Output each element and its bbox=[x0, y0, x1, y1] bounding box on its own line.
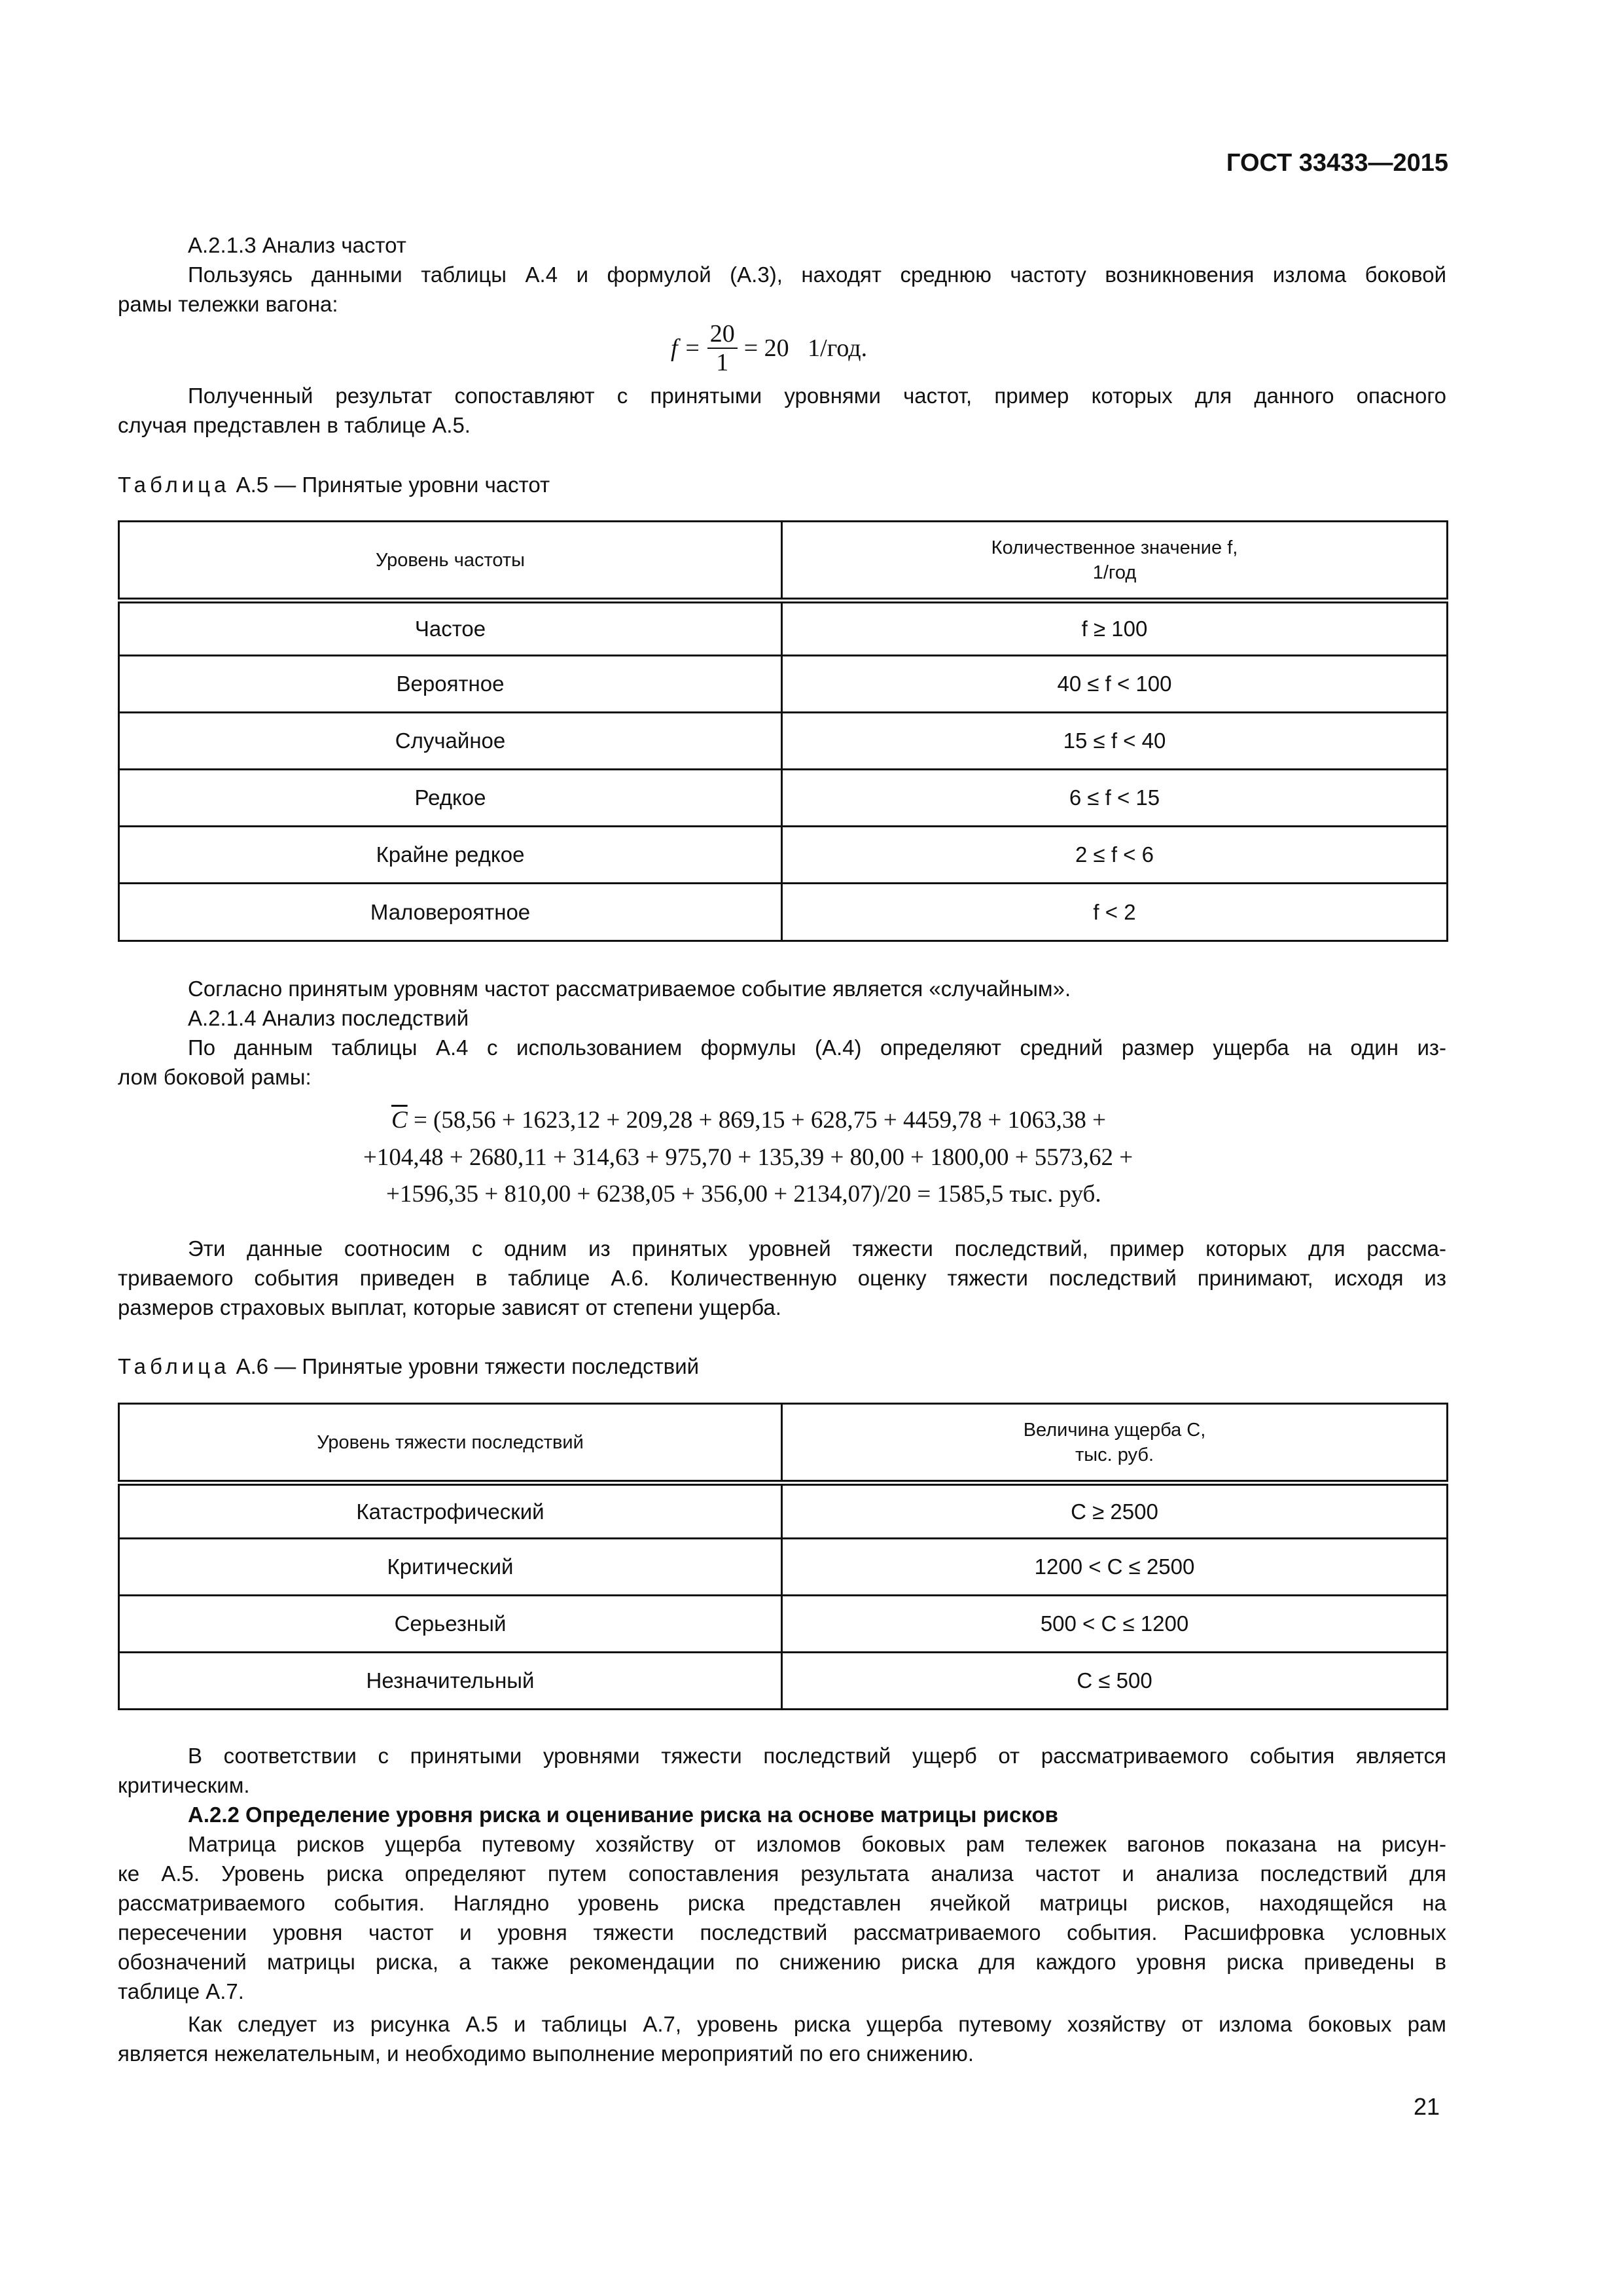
caption-text: А.5 — Принятые уровни частот bbox=[236, 473, 550, 497]
document-number: ГОСТ 33433—2015 bbox=[1226, 149, 1448, 177]
column-header bbox=[782, 1404, 1448, 1483]
table-row bbox=[119, 656, 1448, 713]
header-line: тыс. руб. bbox=[1075, 1444, 1154, 1465]
table-row bbox=[119, 1653, 1448, 1710]
paragraph-line: рамы тележки вагона: bbox=[118, 292, 338, 316]
formula-lhs: f = bbox=[671, 334, 701, 362]
level-cell: Частое bbox=[119, 601, 782, 656]
paragraph-line: рассматриваемого события. Наглядно уровень риска представлен ячейкой матрицы рисков, находящейся на bbox=[118, 1891, 1446, 1915]
header-line: Величина ущерба C, bbox=[1023, 1419, 1206, 1441]
fraction-denominator: 1 bbox=[716, 349, 729, 376]
paragraph-line: Пользуясь данными таблицы А.4 и формулой (А.3), находят среднюю частоту возникновения излома боковой bbox=[188, 262, 1446, 287]
header-line: 1/год bbox=[1092, 562, 1137, 583]
table-a5 bbox=[118, 520, 1448, 942]
section-title-a213: А.2.1.3 Анализ частот bbox=[188, 233, 406, 257]
table-header-row bbox=[119, 522, 1448, 601]
level-cell: Незначительный bbox=[119, 1653, 782, 1710]
value-cell: C ≥ 2500 bbox=[782, 1483, 1448, 1539]
damage-formula-line3: +1596,35 + 810,00 + 6238,05 + 356,00 + 2134,07)/20 = 1585,5 тыс. руб. bbox=[386, 1181, 1101, 1208]
paragraph-line: Полученный результат сопоставляют с принятыми уровнями частот, пример которых для данного опасного bbox=[188, 384, 1446, 408]
section-title-a214: А.2.1.4 Анализ последствий bbox=[188, 1006, 469, 1030]
paragraph-line: лом боковой рамы: bbox=[118, 1065, 312, 1089]
paragraph-line: Эти данные соотносим с одним из принятых уровней тяжести последствий, пример которых для рассма- bbox=[188, 1236, 1446, 1261]
header-line: Количественное значение f, bbox=[991, 537, 1238, 558]
table-row bbox=[119, 770, 1448, 827]
level-cell: Катастрофический bbox=[119, 1483, 782, 1539]
paragraph-line: Согласно принятым уровням частот рассматриваемое событие является «случайным». bbox=[188, 977, 1071, 1001]
level-cell: Серьезный bbox=[119, 1596, 782, 1653]
table-row bbox=[119, 1596, 1448, 1653]
damage-formula-line2: +104,48 + 2680,11 + 314,63 + 975,70 + 135,39 + 80,00 + 1800,00 + 5573,62 + bbox=[363, 1144, 1133, 1171]
caption-text: А.6 — Принятые уровни тяжести последствий bbox=[236, 1354, 700, 1378]
paragraph-line: В соответствии с принятыми уровнями тяжести последствий ущерб от рассматриваемого события является bbox=[188, 1744, 1446, 1768]
level-cell: Критический bbox=[119, 1539, 782, 1596]
column-header: Уровень тяжести последствий bbox=[119, 1404, 782, 1483]
table-row bbox=[119, 1483, 1448, 1539]
paragraph-line: обозначений матрицы риска, а также рекомендации по снижению риска для каждого уровня риска приведены в bbox=[118, 1950, 1446, 1974]
section-title-a22: А.2.2 Определение уровня риска и оценивание риска на основе матрицы рисков bbox=[188, 1803, 1058, 1827]
column-header: Уровень частоты bbox=[119, 522, 782, 601]
paragraph-line: критическим. bbox=[118, 1773, 250, 1797]
paragraph-line: размеров страховых выплат, которые зависят от степени ущерба. bbox=[118, 1295, 781, 1319]
value-cell: f ≥ 100 bbox=[782, 601, 1448, 656]
paragraph-line: Матрица рисков ущерба путевому хозяйству от изломов боковых рам тележек вагонов показана на рисун- bbox=[188, 1832, 1446, 1856]
paragraph-line: Как следует из рисунка А.5 и таблицы А.7, уровень риска ущерба путевому хозяйству от излома боковых рам bbox=[188, 2012, 1446, 2036]
table-caption-a6 bbox=[118, 1352, 699, 1381]
value-cell: f < 2 bbox=[782, 884, 1448, 941]
damage-formula-line1 bbox=[391, 1106, 1106, 1134]
fraction-numerator: 20 bbox=[707, 320, 738, 349]
level-cell: Редкое bbox=[119, 770, 782, 827]
paragraph-line: случая представлен в таблице А.5. bbox=[118, 413, 471, 437]
paragraph-line: ке А.5. Уровень риска определяют путем сопоставления результата анализа частот и анализа последствий для bbox=[118, 1861, 1446, 1886]
value-cell: 500 < C ≤ 1200 bbox=[782, 1596, 1448, 1653]
formula-fraction bbox=[707, 320, 738, 376]
column-header bbox=[782, 522, 1448, 601]
level-cell: Вероятное bbox=[119, 656, 782, 713]
level-cell: Маловероятное bbox=[119, 884, 782, 941]
table-row bbox=[119, 1539, 1448, 1596]
table-row bbox=[119, 601, 1448, 656]
formula-c-bar: $\overline{C}$ bbox=[391, 1107, 408, 1134]
formula-text: = (58,56 + 1623,12 + 209,28 + 869,15 + 628,75 + 4459,78 + 1063,38 + bbox=[413, 1107, 1106, 1134]
level-cell: Крайне редкое bbox=[119, 827, 782, 884]
paragraph-line: является нежелательным, и необходимо выполнение мероприятий по его снижению. bbox=[118, 2041, 974, 2066]
value-cell: C ≤ 500 bbox=[782, 1653, 1448, 1710]
value-cell: 40 ≤ f < 100 bbox=[782, 656, 1448, 713]
level-cell: Случайное bbox=[119, 713, 782, 770]
table-row bbox=[119, 713, 1448, 770]
table-row bbox=[119, 884, 1448, 941]
value-cell: 6 ≤ f < 15 bbox=[782, 770, 1448, 827]
frequency-formula bbox=[671, 317, 867, 380]
formula-rhs: = 20 1/год. bbox=[743, 334, 868, 362]
caption-label: Таблица bbox=[118, 473, 230, 497]
paragraph-line: таблице А.7. bbox=[118, 1979, 244, 2003]
paragraph-line: триваемого события приведен в таблице А.6. Количественную оценку тяжести последствий принимают, исходя из bbox=[118, 1266, 1446, 1290]
value-cell: 1200 < C ≤ 2500 bbox=[782, 1539, 1448, 1596]
value-cell: 2 ≤ f < 6 bbox=[782, 827, 1448, 884]
table-caption-a5 bbox=[118, 470, 550, 499]
table-header-row bbox=[119, 1404, 1448, 1483]
page-number: 21 bbox=[1413, 2093, 1440, 2120]
table-row bbox=[119, 827, 1448, 884]
paragraph-line: По данным таблицы А.4 с использованием формулы (А.4) определяют средний размер ущерба на один из- bbox=[188, 1035, 1446, 1060]
paragraph-line: пересечении уровня частот и уровня тяжести последствий рассматриваемого события. Расшифровка условных bbox=[118, 1920, 1446, 1945]
value-cell: 15 ≤ f < 40 bbox=[782, 713, 1448, 770]
caption-label: Таблица bbox=[118, 1354, 230, 1378]
table-a6 bbox=[118, 1403, 1448, 1710]
